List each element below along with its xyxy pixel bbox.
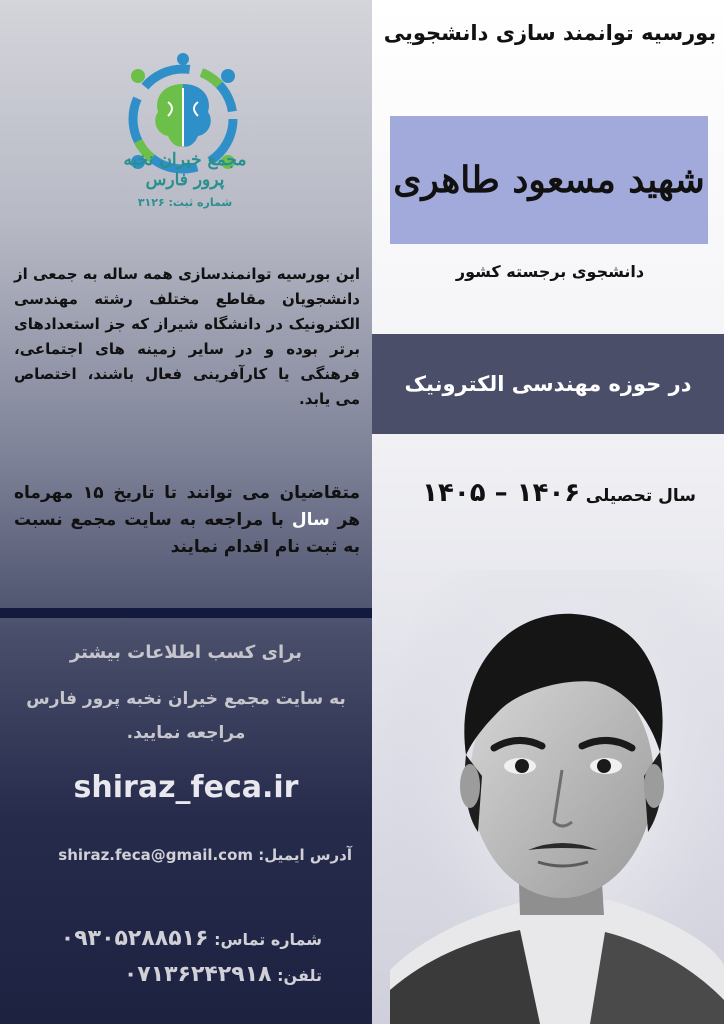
martyr-name: شهید مسعود طاهری (393, 159, 705, 201)
phone-row (22, 962, 322, 987)
contact-label: شماره تماس: (214, 930, 322, 949)
phone-number[interactable]: ۰۷۱۳۶۲۴۲۹۱۸ (123, 962, 272, 987)
logo-name: مجمع خیران نخبه پرور فارس (123, 150, 247, 190)
website-link[interactable]: shiraz_feca.ir (73, 770, 299, 805)
logo-registration: شماره ثبت: ۳۱۲۶ (137, 196, 233, 209)
application-notice-highlight: سال (291, 510, 330, 530)
email-link[interactable]: shiraz.feca@gmail.com (58, 846, 254, 864)
academic-year-value: ۱۴۰۶ – ۱۴۰۵ (422, 478, 581, 508)
contact-row (22, 926, 322, 951)
organization-logo (118, 14, 248, 224)
field-of-study: در حوزه مهندسی الکترونیک (404, 372, 692, 396)
subtitle: دانشجوی برجسته کشور (455, 262, 645, 281)
info-heading: برای کسب اطلاعات بیشتر (69, 642, 303, 663)
application-notice-part1: متقاضیان می توانند تا تاریخ ۱۵ مهرماه هر (14, 483, 360, 530)
scholarship-description: این بورسیه توانمندسازی همه ساله به جمعی از دانشجویان مقاطع مختلف رشته مهندسی الکترونیک در دانشگاه شیراز که جز استعدادهای برتر بوده و در سایر زمینه های اجتماعی، فرهنگی یا کارآفرینی فعال باشند، اختصاص می یابد. (14, 265, 360, 408)
phone-label: تلفن: (277, 966, 322, 985)
section-divider (0, 608, 372, 618)
info-body: به سایت مجمع خیران نخبه پرور فارس مراجعه نمایید. (26, 689, 346, 743)
email-label: آدرس ایمیل: (258, 846, 352, 864)
poster-title: بورسیه توانمند سازی دانشجویی (383, 21, 717, 45)
academic-year-label: سال تحصیلی (585, 486, 696, 506)
field-band (372, 334, 724, 434)
portrait-photo (390, 570, 724, 1024)
email-row (22, 846, 352, 864)
academic-year (380, 478, 696, 508)
name-box (390, 116, 708, 244)
application-notice-part2: با مراجعه به سایت مجمع نسبت به ثبت نام اقدام نمایند (14, 510, 360, 557)
application-notice (14, 480, 360, 561)
contact-number[interactable]: ۰۹۳۰۵۲۸۸۵۱۶ (60, 926, 209, 951)
